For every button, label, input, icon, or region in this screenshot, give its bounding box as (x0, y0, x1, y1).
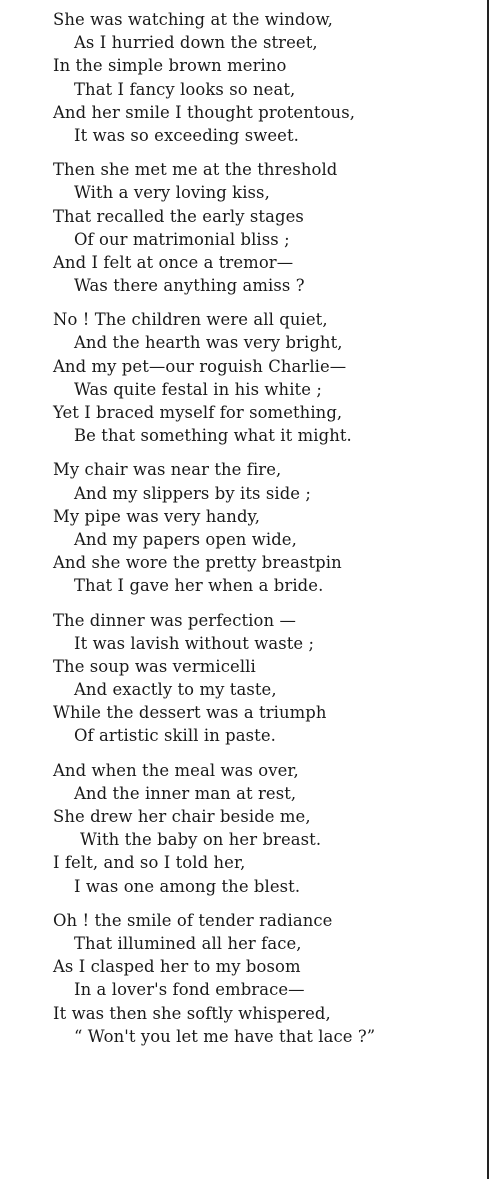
poem-line: Of artistic skill in paste. (74, 726, 276, 746)
poem-line: And she wore the pretty breastpin (53, 553, 342, 573)
poem-line: And I felt at once a tremor— (53, 252, 294, 272)
stanza-2 (53, 158, 483, 297)
poem-line: In the simple brown merino (53, 56, 287, 76)
stanza-1 (53, 8, 483, 147)
poem-line: My chair was near the fire, (53, 460, 282, 480)
poem-line: It was so exceeding sweet. (74, 125, 299, 145)
poem-line: The dinner was perfection — (53, 610, 296, 630)
poem-line: That I gave her when a bride. (74, 576, 324, 596)
poem-line: The soup was vermicelli (53, 656, 256, 676)
poem-line: And exactly to my taste, (74, 680, 277, 700)
poem-line: Oh ! the smile of tender radiance (53, 910, 333, 930)
stanza-5 (53, 609, 483, 748)
poem-line: And the hearth was very bright, (74, 333, 343, 353)
poem-line: With the baby on her breast. (80, 830, 322, 850)
poem-line: “ Won't you let me have that lace ?” (74, 1026, 376, 1046)
stanza-4 (53, 458, 483, 597)
poem-line: Was there anything amiss ? (74, 276, 305, 296)
poem-line: I felt, and so I told her, (53, 853, 246, 873)
poem-line: And her smile I thought protentous, (53, 102, 356, 122)
poem-line: That illumined all her face, (74, 933, 302, 953)
poem-line: My pipe was very handy, (53, 506, 261, 526)
stanza-7 (53, 909, 483, 1048)
poem-line: That I fancy looks so neat, (74, 79, 296, 99)
stanza-6 (53, 759, 483, 898)
poem-line: And my pet—our roguish Charlie— (53, 356, 347, 376)
poem-line: And my papers open wide, (74, 529, 297, 549)
poem-line: It was lavish without waste ; (74, 633, 315, 653)
poem-line: I was one among the blest. (74, 876, 301, 896)
poem-line: Yet I braced myself for something, (53, 403, 343, 422)
poem-body (53, 8, 483, 1059)
poem-line: In a lover's fond embrace— (74, 980, 305, 1000)
poem-line: While the dessert was a triumph (53, 703, 327, 723)
column-rule (487, 0, 489, 1179)
poem-line: She was watching at the window, (53, 10, 333, 29)
poem-line: No ! The children were all quiet, (53, 310, 328, 330)
poem-line: It was then she softly whispered, (53, 1003, 331, 1023)
poem-line: And when the meal was over, (53, 760, 299, 780)
poem-line: And my slippers by its side ; (74, 483, 312, 503)
poem-line: And the inner man at rest, (74, 783, 297, 803)
poem-line: As I clasped her to my bosom (53, 957, 301, 977)
poem-line: She drew her chair beside me, (53, 807, 311, 826)
poem-line: Be that something what it might. (74, 426, 352, 446)
poem-line: Was quite festal in his white ; (74, 379, 322, 399)
poem-line: Then she met me at the threshold (53, 160, 338, 180)
poem-line: Of our matrimonial bliss ; (74, 229, 290, 249)
poem-line: That recalled the early stages (53, 206, 304, 226)
poem-line: With a very loving kiss, (74, 183, 270, 203)
poem-line: As I hurried down the street, (74, 33, 318, 53)
stanza-3 (53, 308, 483, 447)
